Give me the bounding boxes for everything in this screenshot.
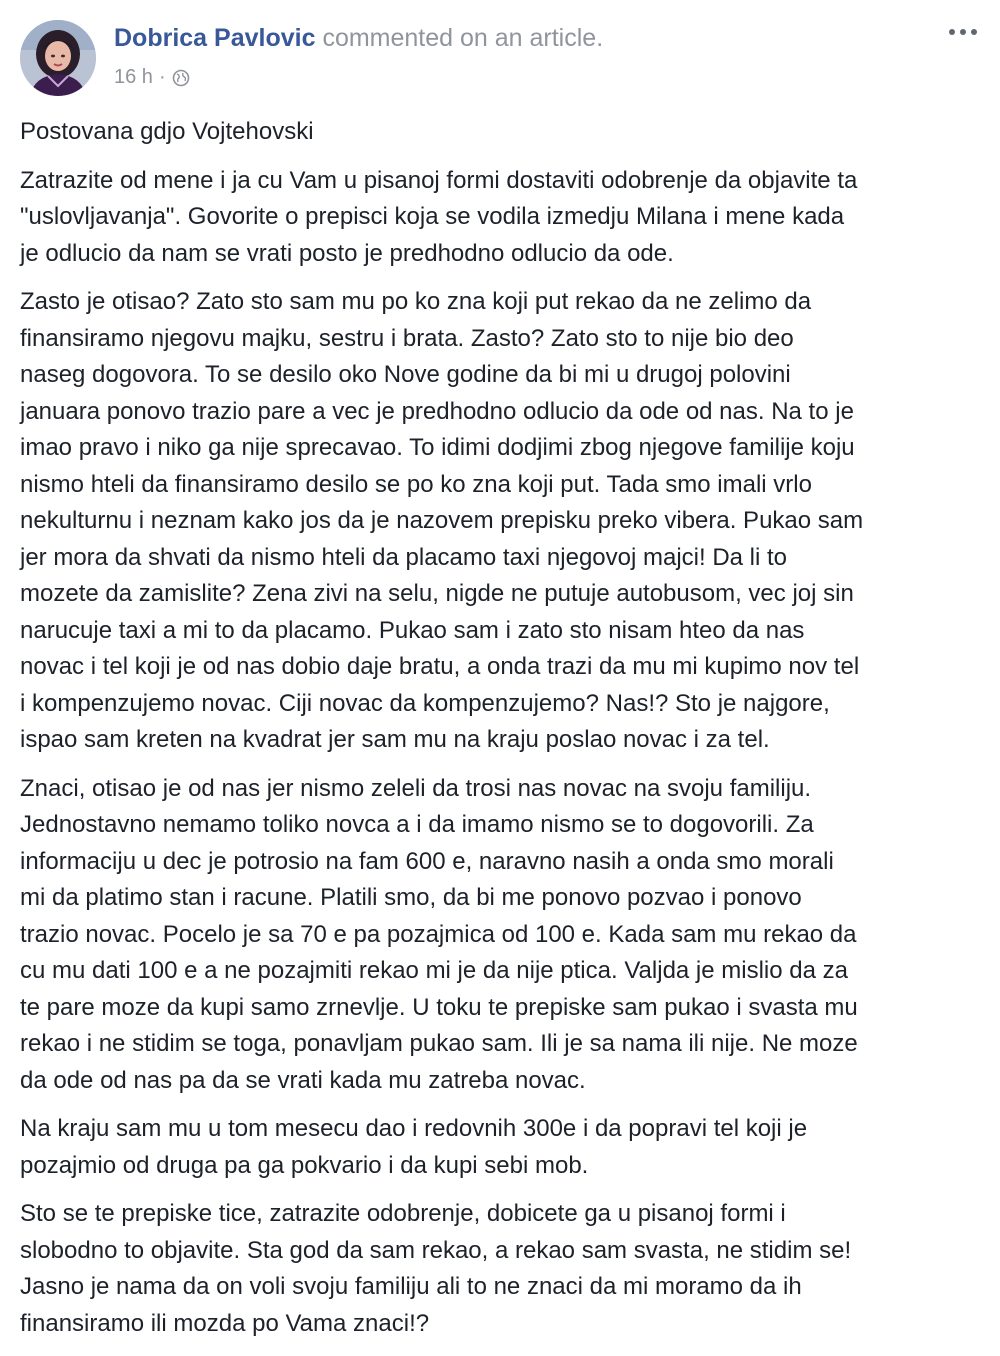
comment-paragraph [20, 284, 988, 759]
author-line [114, 22, 603, 54]
text-line: Jednostavno nemamo toliko novca a i da imamo nismo se to dogovorili. Za [20, 811, 814, 838]
text-line: januara ponovo trazio pare a vec je predhodno odlucio da ode od nas. Na to je [20, 397, 854, 425]
text-line: rekao i ne stidim se toga, ponavljam pukao sam. Ili je sa nama ili nije. Ne moze [20, 1030, 858, 1057]
text-line: naseg dogovora. To se desilo oko Nove godine da bi mi u drugoj polovini [20, 361, 791, 388]
text-line: finansiramo ili mozda po Vama znaci!? [20, 1309, 430, 1337]
text-line: finansiramo njegovu majku, sestru i brata. Zasto? Zato sto to nije bio deo [20, 324, 794, 352]
text-line: Znaci, otisao je od nas jer nismo zeleli da trosi nas novac na svoju familiju. [20, 774, 812, 802]
post-action-text: commented on an article. [322, 24, 604, 52]
text-line: ispao sam kreten na kvadrat jer sam mu na kraju poslao novac i za tel. [20, 726, 770, 753]
text-line: nismo hteli da finansiramo desilo se po ko zna koji put. Tada smo imali vrlo [20, 470, 812, 498]
text-line: novac i tel koji je od nas dobio daje bratu, a onda trazi da mu mi kupimo nov tel [20, 653, 860, 680]
text-line: Na kraju sam mu u tom mesecu dao i redovnih 300e i da popravi tel koji je [20, 1115, 808, 1142]
author-avatar[interactable] [20, 20, 96, 96]
comment-body [20, 114, 988, 1354]
more-options-button[interactable] [946, 20, 980, 44]
text-line: mozete da zamislite? Zena zivi na selu, nigde ne putuje autobusom, vec joj sin [20, 580, 854, 607]
text-line: je odlucio da nam se vrati posto je predhodno odlucio da ode. [20, 239, 674, 267]
comment-paragraph [20, 771, 988, 1100]
globe-icon[interactable] [172, 68, 190, 86]
text-line: jer mora da shvati da nismo hteli da placamo taxi njegovoj majci! Da li to [20, 543, 788, 571]
more-options-icon [946, 20, 980, 44]
text-line: slobodno to objavite. Sta god da sam rekao, a rekao sam svasta, ne stidim se! [20, 1236, 852, 1264]
text-line: "uslovljavanja". Govorite o prepisci koja se vodila izmedju Milana i mene kada [20, 203, 845, 230]
post-header [20, 20, 980, 100]
comment-paragraph [20, 163, 988, 273]
text-line: nekulturnu i neznam kako jos da je nazovem prepisku preko vibera. Pukao sam [20, 507, 864, 534]
text-line: Sto se te prepiske tice, zatrazite odobrenje, dobicete ga u pisanoj formi i [20, 1200, 786, 1227]
text-line: Zasto je otisao? Zato sto sam mu po ko zna koji put rekao da ne zelimo da [20, 288, 812, 315]
avatar-photo [20, 20, 96, 96]
post-timestamp[interactable]: 16 h [114, 66, 153, 88]
text-line: narucuje taxi a mi to da placamo. Pukao sam i zato sto nisam hteo da nas [20, 616, 805, 644]
text-line: te pare moze da kupi samo zrnevlje. U toku te prepiske sam pukao i svasta mu [20, 993, 858, 1021]
author-name-link[interactable]: Dobrica Pavlovic [114, 24, 316, 52]
comment-paragraph [20, 1111, 988, 1184]
text-line: imao pravo i niko ga nije sprecavao. To idimi dodjimi zbog njegove familije koju [20, 434, 855, 461]
text-line: informaciju u dec je potrosio na fam 600 e, naravno nasih a onda smo morali [20, 847, 834, 875]
text-line: i kompenzujemo novac. Ciji novac da kompenzujemo? Nas!? Sto je najgore, [20, 689, 830, 717]
text-line: mi da platimo stan i racune. Platili smo, da bi me ponovo pozvao i ponovo [20, 884, 802, 911]
text-line: Zatrazite od mene i ja cu Vam u pisanoj formi dostaviti odobrenje da objavite ta [20, 166, 858, 194]
text-line: pozajmio od druga pa ga pokvario i da kupi sebi mob. [20, 1151, 589, 1179]
text-line: Jasno je nama da on voli svoju familiju ali to ne znaci da mi moramo da ih [20, 1273, 802, 1300]
text-line: da ode od nas pa da se vrati kada mu zatreba novac. [20, 1066, 586, 1094]
comment-greeting [20, 114, 988, 151]
comment-paragraph [20, 1196, 988, 1342]
post-meta [114, 64, 190, 90]
greeting-line: Postovana gdjo Vojtehovski [20, 118, 314, 145]
text-line: trazio novac. Pocelo je sa 70 e pa pozajmica od 100 e. Kada sam mu rekao da [20, 920, 857, 948]
meta-separator: · [158, 66, 166, 88]
text-line: cu mu dati 100 e a ne pozajmiti rekao mi je da nije ptica. Valjda je mislio da za [20, 957, 848, 984]
